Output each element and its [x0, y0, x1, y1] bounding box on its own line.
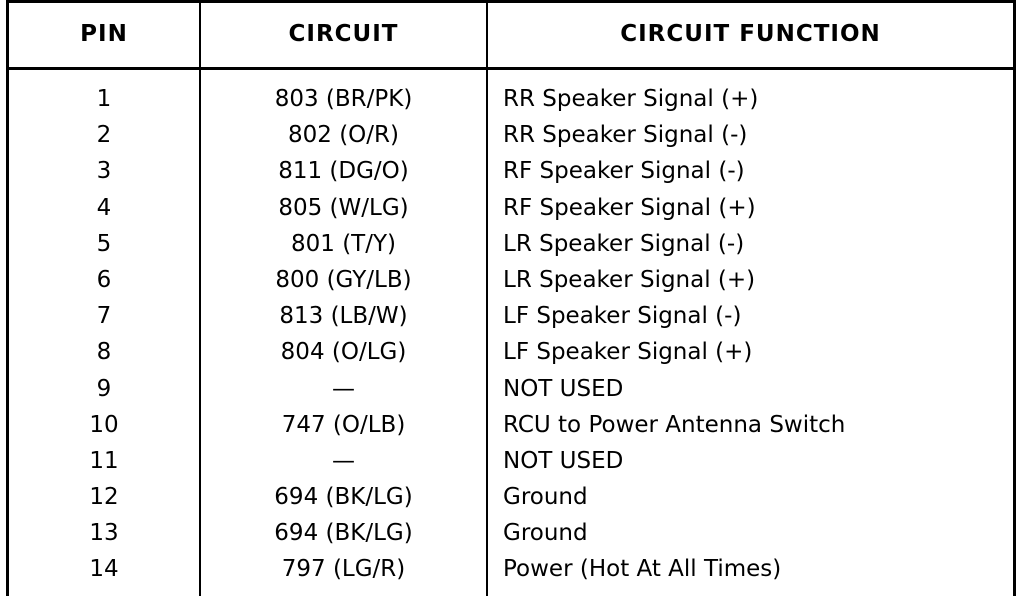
table-row: [0, 551, 1024, 587]
function-cell: RR Speaker Signal (+): [503, 86, 759, 112]
circuit-cell: 800 (GY/LB): [275, 266, 412, 293]
table-row: [0, 371, 1024, 407]
header-divider: [6, 67, 1016, 70]
circuit-cell: —: [332, 375, 355, 402]
function-cell: RR Speaker Signal (-): [503, 122, 748, 149]
pin-cell: 2: [96, 122, 112, 149]
circuit-cell: 694 (BK/LG): [274, 484, 413, 511]
pin-cell: 14: [89, 556, 119, 583]
circuit-cell: 797 (LG/R): [281, 556, 406, 583]
function-cell: Power (Hot At All Times): [503, 556, 782, 583]
function-cell: Ground: [503, 484, 588, 511]
function-cell: NOT USED: [503, 375, 624, 402]
function-cell: RF Speaker Signal (-): [503, 158, 745, 185]
circuit-cell: 801 (T/Y): [290, 230, 396, 257]
table-row: [0, 443, 1024, 479]
pin-cell: 13: [89, 520, 119, 547]
function-cell: LF Speaker Signal (+): [503, 339, 753, 366]
table-body: [0, 81, 1024, 588]
function-cell: Ground: [503, 520, 588, 547]
circuit-cell: 811 (DG/O): [278, 158, 409, 185]
table-row: [0, 298, 1024, 334]
circuit-cell: 694 (BK/LG): [274, 520, 413, 547]
circuit-cell: 802 (O/R): [288, 122, 399, 149]
circuit-cell: 804 (O/LG): [280, 339, 407, 366]
circuit-cell: —: [332, 447, 355, 474]
table-row: [0, 117, 1024, 153]
pin-cell: 4: [96, 194, 112, 221]
pin-cell: 6: [96, 266, 112, 293]
function-cell: LR Speaker Signal (-): [503, 230, 745, 257]
pin-cell: 7: [96, 303, 112, 330]
table-row: [0, 407, 1024, 443]
function-cell: LF Speaker Signal (-): [503, 303, 742, 330]
table-row: [0, 479, 1024, 515]
table-row: [0, 226, 1024, 262]
pin-cell: 3: [96, 158, 112, 185]
table-row: [0, 153, 1024, 189]
circuit-cell: 803 (BR/PK): [274, 86, 413, 112]
function-cell: NOT USED: [503, 447, 624, 474]
pin-cell: 10: [89, 411, 119, 438]
pin-cell: 12: [89, 484, 119, 511]
header-circuit-function: CIRCUIT FUNCTION: [620, 21, 881, 47]
table-row: [0, 515, 1024, 551]
header-circuit: CIRCUIT: [288, 21, 399, 47]
pin-cell: 11: [89, 447, 119, 474]
function-cell: LR Speaker Signal (+): [503, 266, 756, 293]
circuit-cell: 747 (O/LB): [281, 411, 406, 438]
pin-cell: 9: [96, 375, 112, 402]
table-row: [0, 81, 1024, 117]
pin-cell: 8: [96, 339, 112, 366]
function-cell: RF Speaker Signal (+): [503, 194, 756, 221]
header-pin: PIN: [80, 21, 128, 47]
table-row: [0, 262, 1024, 298]
function-cell: RCU to Power Antenna Switch: [503, 411, 846, 438]
circuit-cell: 813 (LB/W): [279, 303, 408, 330]
circuit-cell: 805 (W/LG): [278, 194, 409, 221]
pin-cell: 5: [96, 230, 112, 257]
table-row: [0, 190, 1024, 226]
table-row: [0, 334, 1024, 370]
pin-cell: 1: [96, 86, 112, 112]
